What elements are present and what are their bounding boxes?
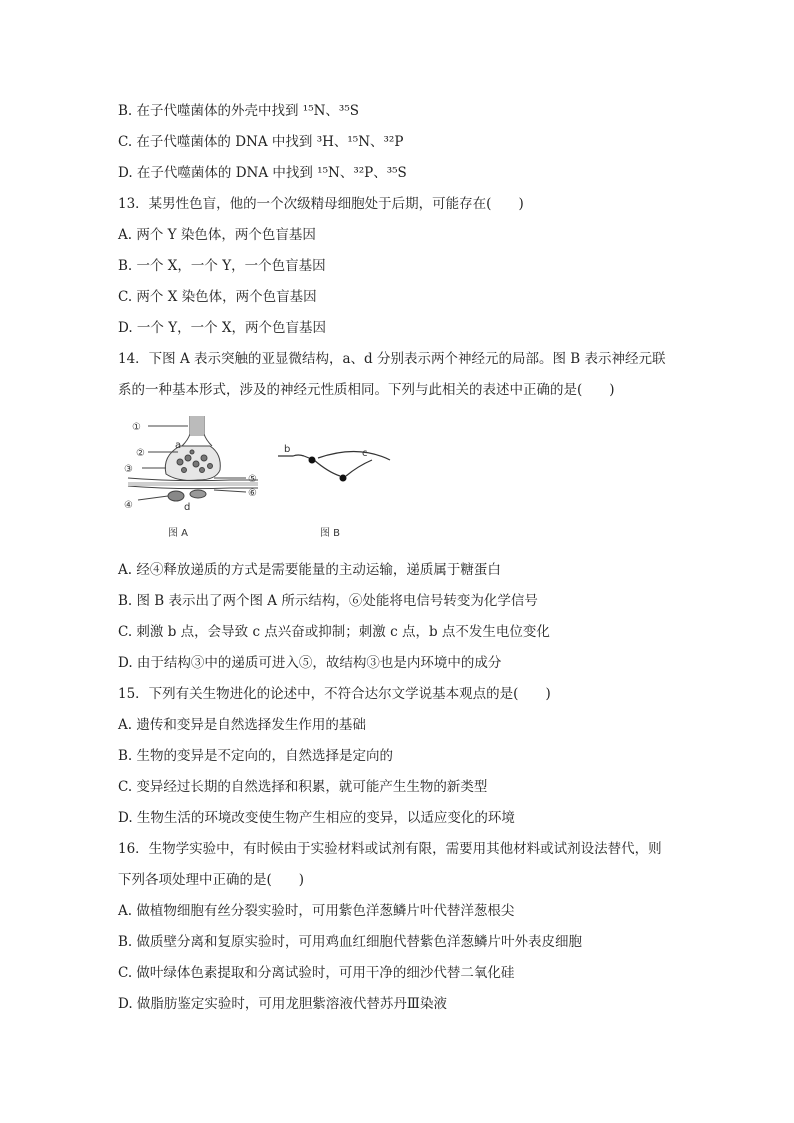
- q15-option-c: C. 变异经过长期的自然选择和积累，就可能产生生物的新类型: [118, 779, 488, 795]
- neuron-body-2: [340, 475, 347, 482]
- q16-option-b: B. 做质壁分离和复原实验时，可用鸡血红细胞代替紫色洋葱鳞片叶外表皮细胞: [118, 934, 583, 950]
- q14-option-b: B. 图 B 表示出了两个图 A 所示结构，⑥处能将电信号转变为化学信号: [118, 593, 538, 609]
- q13-stem: 13．某男性色盲，他的一个次级精母细胞处于后期，可能存在( ): [118, 196, 524, 212]
- q14-option-c: C. 刺激 b 点，会导致 c 点兴奋或抑制；刺激 c 点，b 点不发生电位变化: [118, 624, 550, 640]
- q16-option-a: A. 做植物细胞有丝分裂实验时，可用紫色洋葱鳞片叶代替洋葱根尖: [118, 903, 515, 919]
- q14-option-a: A. 经④释放递质的方式是需要能量的主动运输，递质属于糖蛋白: [118, 562, 501, 578]
- marker-4: ④: [124, 500, 133, 511]
- q13-option-c: C. 两个 X 染色体，两个色盲基因: [118, 289, 317, 305]
- figure-b-label: 图 B: [320, 528, 341, 539]
- marker-1: ①: [132, 422, 141, 433]
- q14-stem-line2: 系的一种基本形式，涉及的神经元性质相同。下列与此相关的表述中正确的是( ): [118, 382, 615, 398]
- synapse-figure: [118, 416, 408, 546]
- q12-option-b: B. 在子代噬菌体的外壳中找到 ¹⁵N、³⁵S: [118, 103, 360, 119]
- q14-stem-line1: 14．下图 A 表示突触的亚显微结构，a、d 分别表示两个神经元的局部。图 B 表示神经元联: [118, 351, 666, 367]
- marker-2: ②: [136, 448, 145, 459]
- q13-option-a: A. 两个 Y 染色体，两个色盲基因: [118, 227, 316, 243]
- marker-3: ③: [124, 464, 133, 475]
- letter-b: b: [284, 444, 291, 455]
- q16-stem-line1: 16．生物学实验中，有时候由于实验材料或试剂有限，需要用其他材料或试剂设法替代，则: [118, 841, 662, 857]
- q13-option-b: B. 一个 X，一个 Y，一个色盲基因: [118, 258, 326, 274]
- marker-6: ⑥: [248, 488, 257, 499]
- figure-a-synapse: [128, 416, 258, 501]
- neuron-body-1: [309, 457, 316, 464]
- q16-option-c: C. 做叶绿体色素提取和分离试验时，可用干净的细沙代替二氧化硅: [118, 965, 515, 981]
- q12-option-d: D. 在子代噬菌体的 DNA 中找到 ¹⁵N、³²P、³⁵S: [118, 165, 407, 181]
- q15-option-a: A. 遗传和变异是自然选择发生作用的基础: [118, 717, 366, 733]
- q12-option-c: C. 在子代噬菌体的 DNA 中找到 ³H、¹⁵N、³²P: [118, 134, 404, 150]
- q13-option-d: D. 一个 Y，一个 X，两个色盲基因: [118, 320, 327, 336]
- letter-d: d: [184, 502, 191, 513]
- q16-stem-line2: 下列各项处理中正确的是( ): [118, 872, 305, 888]
- letter-c: c: [362, 448, 368, 459]
- q16-option-d: D. 做脂肪鉴定实验时，可用龙胆紫溶液代替苏丹Ⅲ染液: [118, 996, 447, 1012]
- letter-a: a: [175, 440, 182, 451]
- figure-b-neurons: [278, 451, 390, 476]
- q15-option-d: D. 生物生活的环境改变使生物产生相应的变异，以适应变化的环境: [118, 810, 515, 826]
- q15-option-b: B. 生物的变异是不定向的，自然选择是定向的: [118, 748, 394, 764]
- q15-stem: 15．下列有关生物进化的论述中，不符合达尔文学说基本观点的是( ): [118, 686, 551, 702]
- figure-a-label: 图 A: [168, 528, 189, 539]
- marker-5: ⑤: [248, 474, 257, 485]
- q14-option-d: D. 由于结构③中的递质可进入⑤，故结构③也是内环境中的成分: [118, 655, 502, 671]
